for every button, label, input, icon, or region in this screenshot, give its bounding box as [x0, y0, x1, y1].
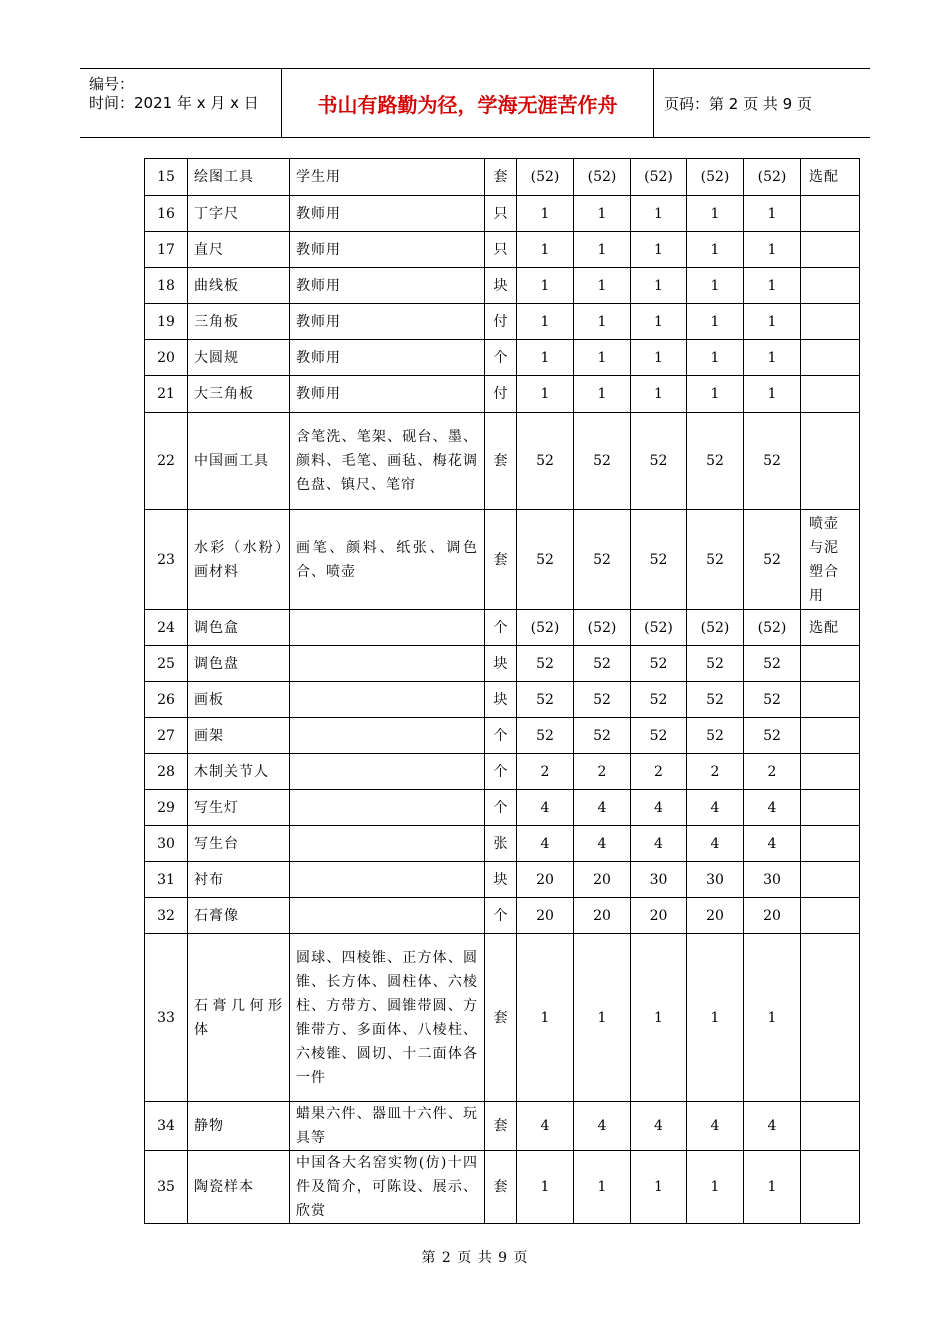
quantity-cell: 52	[517, 510, 574, 610]
quantity-cell: 52	[631, 646, 687, 682]
quantity-cell: 1	[517, 1151, 574, 1224]
table-row	[145, 1151, 860, 1224]
quantity-cell: 20	[631, 898, 687, 934]
quantity-cell: 52	[574, 682, 631, 718]
item-unit-cell: 个	[485, 610, 517, 646]
quantity-cell: 2	[517, 754, 574, 790]
item-number-cell: 29	[145, 790, 188, 826]
item-number-cell: 17	[145, 232, 188, 268]
item-spec-cell	[290, 898, 485, 934]
item-number-cell: 19	[145, 304, 188, 340]
quantity-cell: 1	[631, 376, 687, 413]
quantity-cell: 1	[687, 304, 744, 340]
item-unit-cell: 块	[485, 682, 517, 718]
quantity-cell: 52	[517, 646, 574, 682]
item-spec-cell	[290, 790, 485, 826]
item-spec-cell: 圆球、四棱锥、正方体、圆锥、长方体、圆柱体、六棱柱、方带方、圆锥带圆、方锥带方、多面体、八棱柱、六棱锥、圆切、十二面体各一件	[290, 934, 485, 1102]
item-note-cell	[801, 934, 860, 1102]
item-unit-cell: 付	[485, 304, 517, 340]
item-name-cell: 石膏几何形体	[188, 934, 290, 1102]
item-name-cell: 画架	[188, 718, 290, 754]
item-note-cell	[801, 268, 860, 304]
item-number-cell: 33	[145, 934, 188, 1102]
item-unit-cell: 只	[485, 232, 517, 268]
quantity-cell: (52)	[687, 610, 744, 646]
header-page-number: 页码：第 2 页 共 9 页	[664, 94, 812, 113]
quantity-cell: 1	[744, 934, 801, 1102]
quantity-cell: 1	[687, 268, 744, 304]
item-name-cell: 画板	[188, 682, 290, 718]
quantity-cell: 2	[744, 754, 801, 790]
quantity-cell: 4	[517, 826, 574, 862]
item-name-cell: 调色盒	[188, 610, 290, 646]
item-name-cell: 写生灯	[188, 790, 290, 826]
item-spec-cell: 教师用	[290, 340, 485, 376]
item-unit-cell: 套	[485, 159, 517, 196]
quantity-cell: 1	[744, 304, 801, 340]
table-row	[145, 510, 860, 610]
quantity-cell: 52	[631, 510, 687, 610]
quantity-cell: 52	[574, 510, 631, 610]
item-unit-cell: 块	[485, 268, 517, 304]
item-note-cell	[801, 898, 860, 934]
item-name-cell: 水彩（水粉）画材料	[188, 510, 290, 610]
quantity-cell: 1	[744, 232, 801, 268]
quantity-cell: 1	[574, 268, 631, 304]
item-spec-cell	[290, 826, 485, 862]
item-unit-cell: 付	[485, 376, 517, 413]
item-spec-cell: 画笔、颜料、纸张、调色合、喷壶	[290, 510, 485, 610]
quantity-cell: 20	[687, 898, 744, 934]
item-spec-cell: 教师用	[290, 232, 485, 268]
quantity-cell: 52	[744, 510, 801, 610]
item-number-cell: 20	[145, 340, 188, 376]
table-row	[145, 754, 860, 790]
quantity-cell: 2	[631, 754, 687, 790]
item-number-cell: 32	[145, 898, 188, 934]
quantity-cell: 4	[687, 826, 744, 862]
item-unit-cell: 个	[485, 754, 517, 790]
quantity-cell: 52	[574, 718, 631, 754]
quantity-cell: (52)	[687, 159, 744, 196]
quantity-cell: 2	[687, 754, 744, 790]
quantity-cell: 1	[517, 232, 574, 268]
quantity-cell: (52)	[517, 159, 574, 196]
item-number-cell: 30	[145, 826, 188, 862]
item-name-cell: 中国画工具	[188, 413, 290, 510]
table-row	[145, 682, 860, 718]
quantity-cell: 4	[631, 1102, 687, 1151]
table-row	[145, 790, 860, 826]
item-number-cell: 18	[145, 268, 188, 304]
quantity-cell: 4	[631, 826, 687, 862]
item-spec-cell: 教师用	[290, 196, 485, 232]
item-spec-cell: 含笔洗、笔架、砚台、墨、颜料、毛笔、画毡、梅花调色盘、镇尺、笔帘	[290, 413, 485, 510]
item-note-cell	[801, 718, 860, 754]
table-row	[145, 1102, 860, 1151]
item-note-cell	[801, 862, 860, 898]
item-name-cell: 衬布	[188, 862, 290, 898]
item-number-cell: 25	[145, 646, 188, 682]
quantity-cell: (52)	[574, 610, 631, 646]
item-note-cell	[801, 196, 860, 232]
quantity-cell: 1	[574, 304, 631, 340]
equipment-table	[144, 158, 860, 1224]
quantity-cell: 1	[574, 232, 631, 268]
quantity-cell: 1	[574, 196, 631, 232]
quantity-cell: 52	[631, 413, 687, 510]
quantity-cell: 1	[744, 268, 801, 304]
item-note-cell	[801, 754, 860, 790]
item-spec-cell	[290, 862, 485, 898]
item-name-cell: 写生台	[188, 826, 290, 862]
table-row	[145, 340, 860, 376]
item-note-cell	[801, 232, 860, 268]
quantity-cell: 30	[631, 862, 687, 898]
item-unit-cell: 套	[485, 1102, 517, 1151]
item-note-cell	[801, 790, 860, 826]
header-motto: 书山有路勤为径，学海无涯苦作舟	[282, 69, 654, 137]
quantity-cell: 52	[574, 646, 631, 682]
item-note-cell: 选配	[801, 159, 860, 196]
quantity-cell: 52	[687, 510, 744, 610]
quantity-cell: 52	[744, 682, 801, 718]
item-unit-cell: 只	[485, 196, 517, 232]
table-row	[145, 862, 860, 898]
item-note-cell	[801, 646, 860, 682]
item-number-cell: 35	[145, 1151, 188, 1224]
quantity-cell: 4	[574, 826, 631, 862]
quantity-cell: 1	[744, 376, 801, 413]
quantity-cell: 52	[687, 718, 744, 754]
quantity-cell: 4	[517, 1102, 574, 1151]
item-note-cell	[801, 413, 860, 510]
table-row	[145, 898, 860, 934]
item-note-cell	[801, 682, 860, 718]
item-name-cell: 陶瓷样本	[188, 1151, 290, 1224]
item-number-cell: 24	[145, 610, 188, 646]
document-number: 编号：	[89, 75, 135, 93]
quantity-cell: 20	[744, 898, 801, 934]
quantity-cell: 1	[631, 304, 687, 340]
quantity-cell: 4	[631, 790, 687, 826]
item-note-cell	[801, 340, 860, 376]
table-row	[145, 610, 860, 646]
quantity-cell: 4	[687, 790, 744, 826]
quantity-cell: 52	[744, 413, 801, 510]
item-name-cell: 直尺	[188, 232, 290, 268]
item-number-cell: 27	[145, 718, 188, 754]
quantity-cell: 4	[517, 790, 574, 826]
item-unit-cell: 块	[485, 646, 517, 682]
quantity-cell: 1	[687, 232, 744, 268]
quantity-cell: 1	[574, 934, 631, 1102]
item-number-cell: 15	[145, 159, 188, 196]
item-name-cell: 静物	[188, 1102, 290, 1151]
item-number-cell: 22	[145, 413, 188, 510]
quantity-cell: 1	[687, 934, 744, 1102]
quantity-cell: 20	[517, 862, 574, 898]
item-name-cell: 三角板	[188, 304, 290, 340]
quantity-cell: 1	[517, 934, 574, 1102]
quantity-cell: 52	[517, 682, 574, 718]
table-row	[145, 934, 860, 1102]
table-row	[145, 718, 860, 754]
table-row	[145, 232, 860, 268]
table-row	[145, 159, 860, 196]
quantity-cell: 1	[631, 1151, 687, 1224]
item-unit-cell: 个	[485, 340, 517, 376]
table-row	[145, 304, 860, 340]
item-note-cell: 喷壶与泥塑合用	[801, 510, 860, 610]
item-unit-cell: 套	[485, 510, 517, 610]
item-unit-cell: 张	[485, 826, 517, 862]
quantity-cell: 52	[631, 682, 687, 718]
item-name-cell: 绘图工具	[188, 159, 290, 196]
document-time: 时间：2021 年 x 月 x 日	[89, 94, 259, 112]
table-row	[145, 376, 860, 413]
table-row	[145, 413, 860, 510]
table-row	[145, 268, 860, 304]
quantity-cell: 4	[744, 790, 801, 826]
quantity-cell: 52	[517, 718, 574, 754]
quantity-cell: 1	[631, 268, 687, 304]
item-number-cell: 31	[145, 862, 188, 898]
quantity-cell: 4	[744, 826, 801, 862]
quantity-cell: 1	[631, 232, 687, 268]
page-header	[80, 68, 870, 138]
quantity-cell: (52)	[631, 159, 687, 196]
quantity-cell: 20	[517, 898, 574, 934]
quantity-cell: 52	[687, 682, 744, 718]
quantity-cell: 1	[744, 1151, 801, 1224]
table-row	[145, 826, 860, 862]
item-unit-cell: 个	[485, 898, 517, 934]
item-spec-cell	[290, 682, 485, 718]
item-note-cell	[801, 304, 860, 340]
item-unit-cell: 套	[485, 934, 517, 1102]
item-name-cell: 木制关节人	[188, 754, 290, 790]
quantity-cell: 52	[687, 646, 744, 682]
quantity-cell: 1	[517, 196, 574, 232]
quantity-cell: 1	[517, 340, 574, 376]
quantity-cell: 1	[631, 934, 687, 1102]
item-spec-cell: 中国各大名窑实物(仿)十四件及简介，可陈设、展示、欣赏	[290, 1151, 485, 1224]
quantity-cell: 1	[687, 196, 744, 232]
item-note-cell	[801, 826, 860, 862]
quantity-cell: 4	[744, 1102, 801, 1151]
item-spec-cell	[290, 754, 485, 790]
item-number-cell: 21	[145, 376, 188, 413]
item-name-cell: 曲线板	[188, 268, 290, 304]
item-note-cell	[801, 1102, 860, 1151]
item-note-cell	[801, 376, 860, 413]
table-row	[145, 196, 860, 232]
item-number-cell: 34	[145, 1102, 188, 1151]
item-note-cell	[801, 1151, 860, 1224]
item-name-cell: 石膏像	[188, 898, 290, 934]
item-spec-cell: 学生用	[290, 159, 485, 196]
quantity-cell: 1	[744, 340, 801, 376]
quantity-cell: 2	[574, 754, 631, 790]
quantity-cell: 1	[574, 376, 631, 413]
item-number-cell: 26	[145, 682, 188, 718]
item-spec-cell: 教师用	[290, 376, 485, 413]
quantity-cell: 1	[687, 340, 744, 376]
quantity-cell: 1	[744, 196, 801, 232]
quantity-cell: 52	[744, 718, 801, 754]
quantity-cell: 20	[574, 898, 631, 934]
quantity-cell: 1	[517, 376, 574, 413]
quantity-cell: 52	[517, 413, 574, 510]
quantity-cell: 1	[687, 1151, 744, 1224]
item-spec-cell: 教师用	[290, 304, 485, 340]
quantity-cell: (52)	[744, 159, 801, 196]
item-number-cell: 16	[145, 196, 188, 232]
item-unit-cell: 块	[485, 862, 517, 898]
item-unit-cell: 套	[485, 413, 517, 510]
quantity-cell: 52	[687, 413, 744, 510]
item-unit-cell: 个	[485, 790, 517, 826]
quantity-cell: 1	[517, 268, 574, 304]
quantity-cell: 30	[687, 862, 744, 898]
quantity-cell: 1	[631, 196, 687, 232]
quantity-cell: (52)	[744, 610, 801, 646]
item-number-cell: 23	[145, 510, 188, 610]
quantity-cell: 1	[687, 376, 744, 413]
table-row	[145, 646, 860, 682]
item-spec-cell: 教师用	[290, 268, 485, 304]
header-meta	[80, 69, 282, 137]
quantity-cell: 1	[631, 340, 687, 376]
quantity-cell: 4	[574, 790, 631, 826]
quantity-cell: 1	[574, 340, 631, 376]
quantity-cell: 30	[744, 862, 801, 898]
item-spec-cell	[290, 610, 485, 646]
item-spec-cell	[290, 646, 485, 682]
quantity-cell: (52)	[574, 159, 631, 196]
item-name-cell: 大三角板	[188, 376, 290, 413]
item-unit-cell: 个	[485, 718, 517, 754]
item-name-cell: 丁字尺	[188, 196, 290, 232]
quantity-cell: 20	[574, 862, 631, 898]
quantity-cell: 1	[574, 1151, 631, 1224]
item-spec-cell: 蜡果六件、器皿十六件、玩具等	[290, 1102, 485, 1151]
item-number-cell: 28	[145, 754, 188, 790]
quantity-cell: (52)	[631, 610, 687, 646]
item-unit-cell: 套	[485, 1151, 517, 1224]
quantity-cell: (52)	[517, 610, 574, 646]
item-name-cell: 调色盘	[188, 646, 290, 682]
quantity-cell: 4	[574, 1102, 631, 1151]
quantity-cell: 52	[574, 413, 631, 510]
item-name-cell: 大圆规	[188, 340, 290, 376]
page-footer: 第 2 页 共 9 页	[421, 1250, 529, 1266]
quantity-cell: 52	[631, 718, 687, 754]
item-note-cell: 选配	[801, 610, 860, 646]
quantity-cell: 1	[517, 304, 574, 340]
item-spec-cell	[290, 718, 485, 754]
quantity-cell: 4	[687, 1102, 744, 1151]
quantity-cell: 52	[744, 646, 801, 682]
